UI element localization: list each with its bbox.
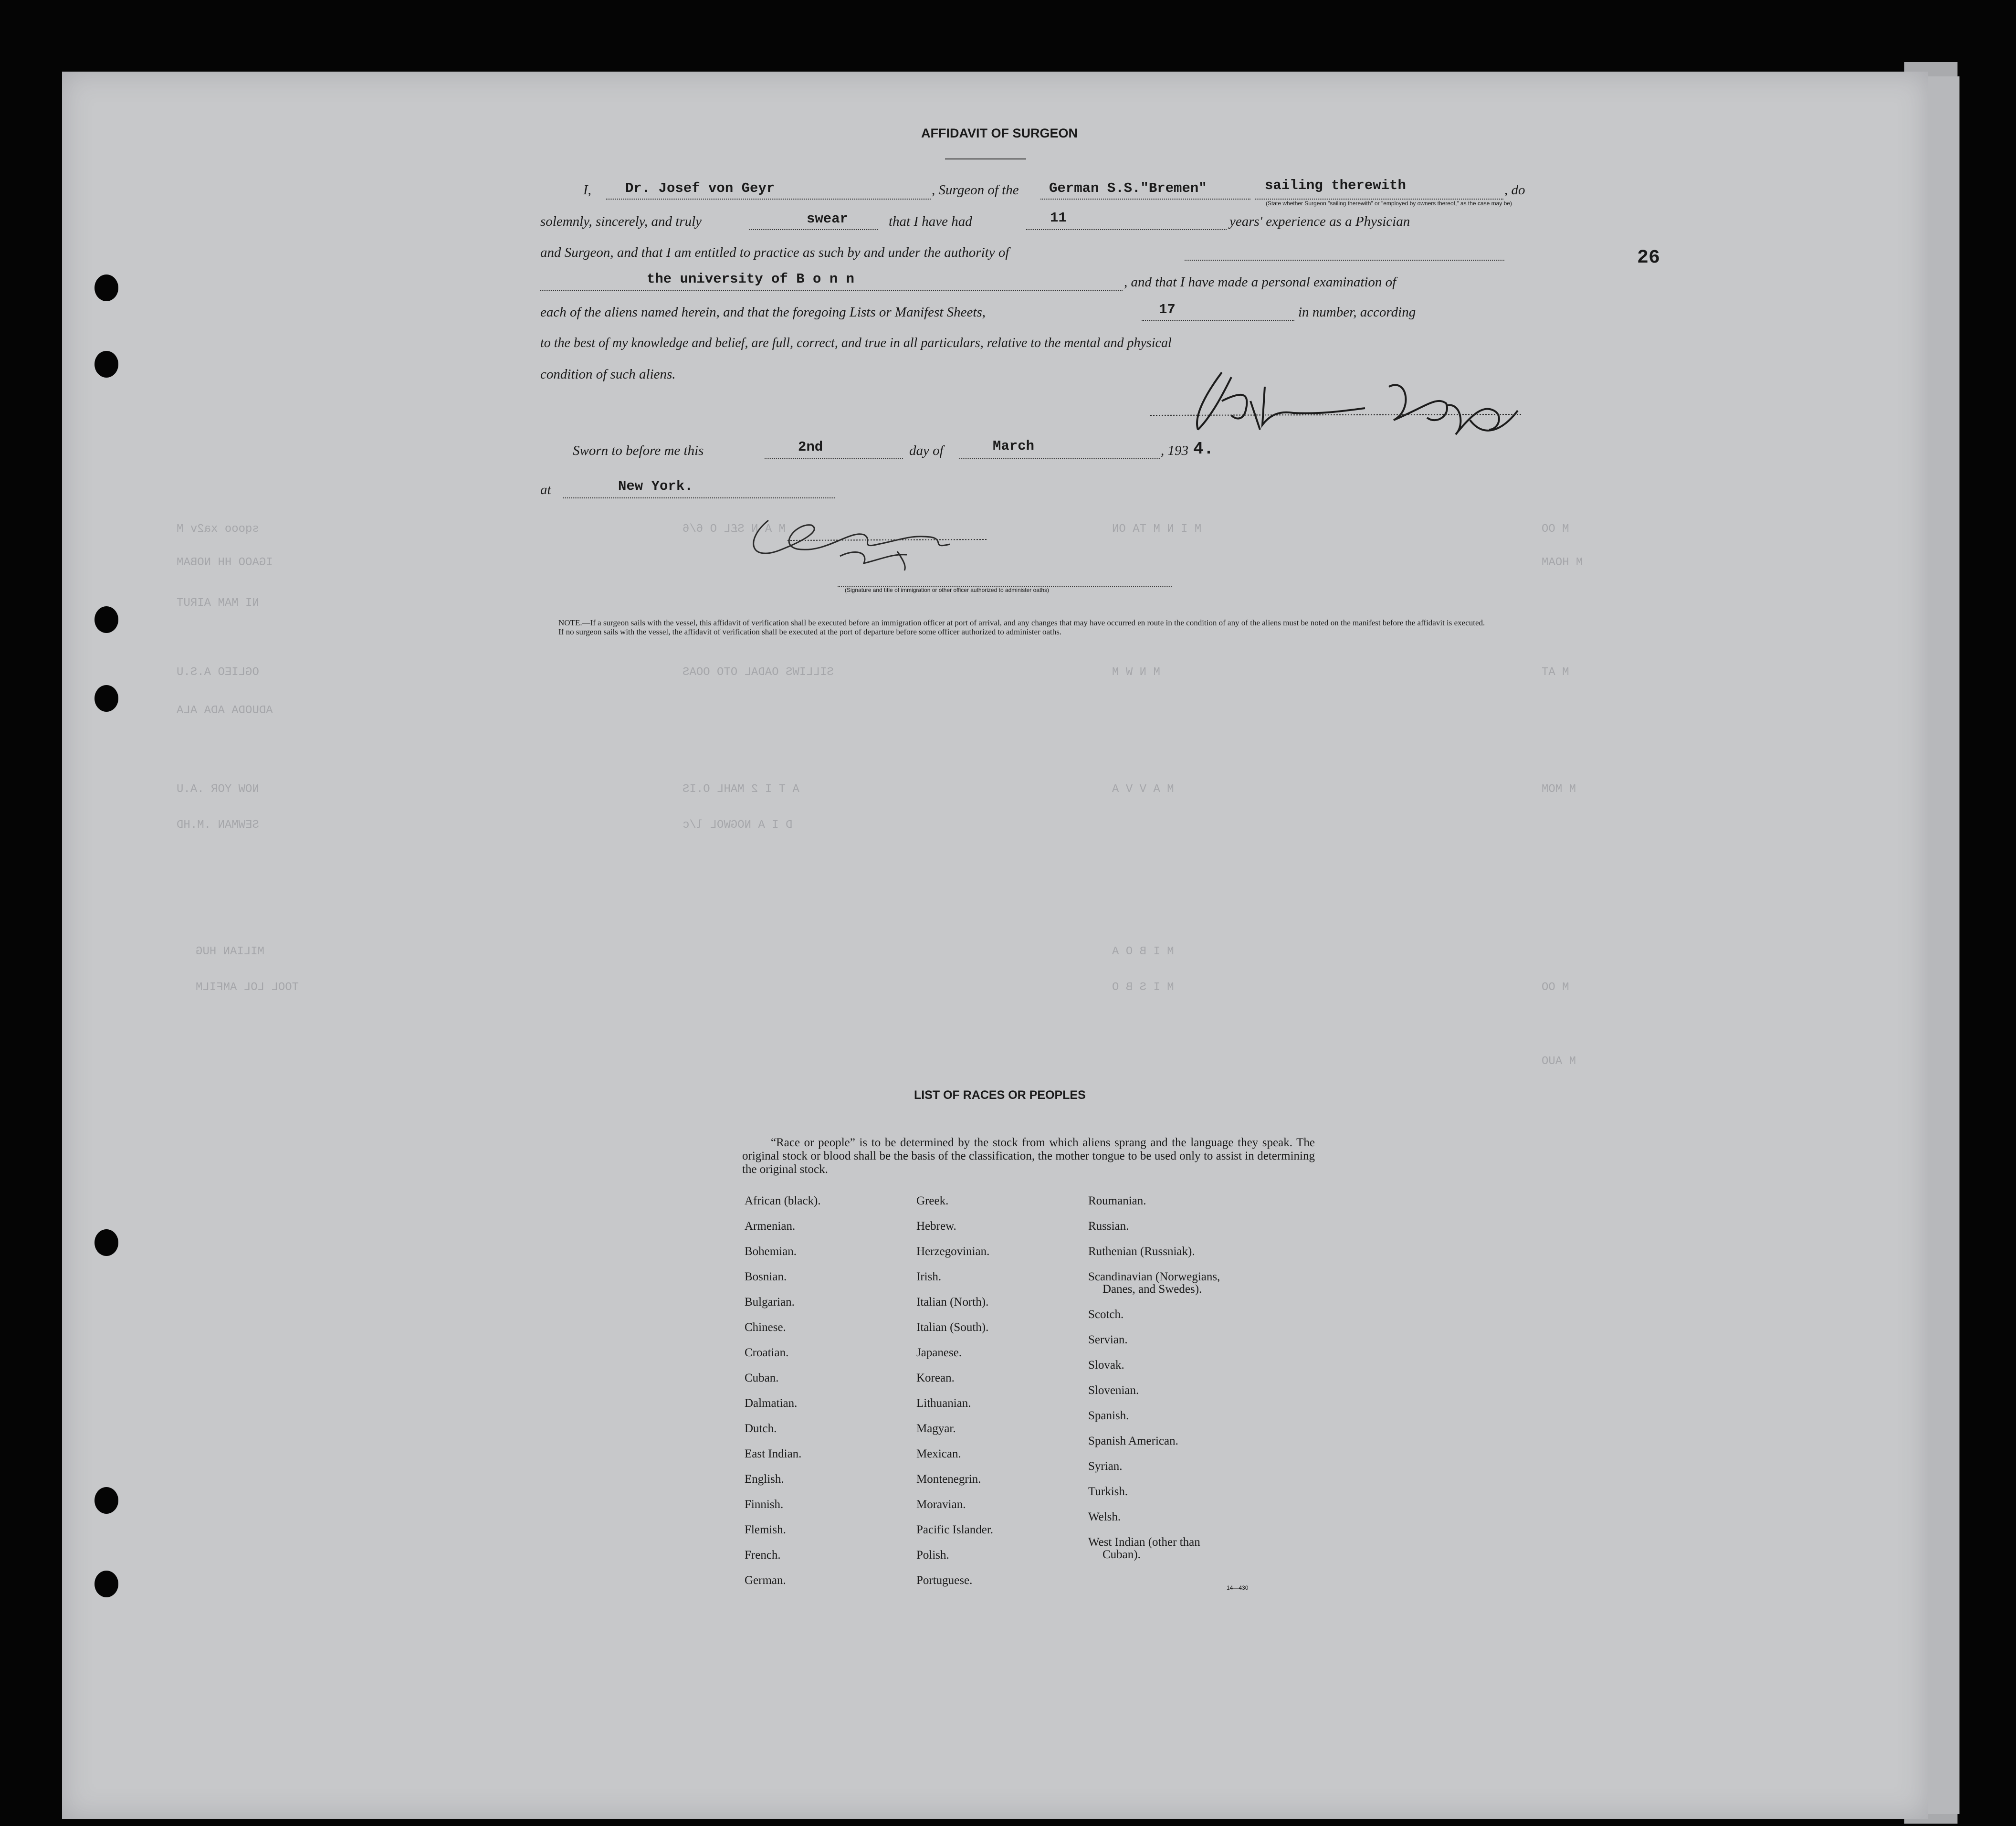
race-item: Magyar. (916, 1422, 956, 1435)
oath-field: swear (807, 211, 849, 227)
note-paragraph-2: If no surgeon sails with the vessel, the affidavit of verification shall be executed at the port of departure before some officer authorized to administer oaths. (558, 627, 1062, 636)
text-examination: , and that I have made a personal examination of (1124, 274, 1396, 290)
race-item: Hebrew. (916, 1220, 956, 1233)
race-item: Spanish. (1088, 1409, 1129, 1422)
surgeon-name-field: Dr. Josef von Geyr (625, 180, 775, 196)
sworn-place-field: New York. (618, 478, 693, 494)
text-solemnly: solemnly, sincerely, and truly (540, 214, 702, 229)
race-item: Polish. (916, 1549, 949, 1562)
race-item: Mexican. (916, 1447, 961, 1460)
race-item: Herzegovinian. (916, 1245, 990, 1258)
authority-line-upper (1185, 260, 1504, 261)
race-item: Slovenian. (1088, 1384, 1139, 1397)
race-item: Scotch. (1088, 1308, 1124, 1321)
vessel-line (1040, 199, 1250, 200)
race-item: Japanese. (916, 1346, 962, 1359)
sworn-month-field: March (993, 438, 1035, 454)
binder-hole (94, 1487, 118, 1514)
text-at: at (540, 482, 551, 497)
race-item: Slovak. (1088, 1359, 1124, 1372)
authority-field: the university of B o n n (647, 271, 855, 287)
officer-signature (740, 511, 1007, 573)
race-item: East Indian. (745, 1447, 802, 1460)
year-suffix-field: 4. (1193, 439, 1214, 459)
sworn-day-field: 2nd (798, 439, 823, 455)
race-item: Flemish. (745, 1523, 786, 1536)
text-each: each of the aliens named herein, and that the foregoing Lists or Manifest Sheets, (540, 305, 986, 320)
years-field: 11 (1050, 210, 1067, 226)
sworn-day-line (765, 458, 903, 459)
race-item: Italian (North). (916, 1296, 989, 1309)
text-condition: condition of such aliens. (540, 367, 676, 382)
race-item: Bulgarian. (745, 1296, 795, 1309)
race-item: Irish. (916, 1270, 942, 1283)
binder-hole (94, 1571, 118, 1597)
surgeon-signature (1141, 358, 1532, 444)
text-best: to the best of my knowledge and belief, are full, correct, and true in all particulars, relative to the mental and physical (540, 336, 1172, 350)
vessel-field: German S.S."Bremen" (1049, 180, 1207, 196)
race-item: Italian (South). (916, 1321, 989, 1334)
oath-line (749, 229, 878, 230)
race-item: Cuban). (1102, 1548, 1141, 1561)
race-item: Moravian. (916, 1498, 966, 1511)
race-item: Turkish. (1088, 1485, 1128, 1498)
sailing-status-hint: (State whether Surgeon "sailing therewith" or "employed by owners thereof," as the case may be) (1266, 200, 1512, 207)
text-surgeon-of: , Surgeon of the (932, 182, 1019, 198)
race-item: Korean. (916, 1372, 955, 1384)
race-item: Armenian. (745, 1220, 796, 1233)
text-day-of: day of (909, 443, 944, 458)
race-item: Syrian. (1088, 1460, 1123, 1473)
race-item: Greek. (916, 1194, 949, 1207)
sailing-status-field: sailing therewith (1265, 178, 1406, 193)
form-number: 14—430 (1227, 1584, 1249, 1591)
race-item: English. (745, 1473, 784, 1486)
race-item: Ruthenian (Russniak). (1088, 1245, 1195, 1258)
race-item: Spanish American. (1088, 1435, 1178, 1447)
race-item: African (black). (745, 1194, 821, 1207)
years-line (1026, 229, 1227, 230)
race-item: Lithuanian. (916, 1397, 971, 1410)
sheet-number: 26 (1637, 247, 1660, 269)
title-rule (945, 158, 1026, 159)
race-item: German. (745, 1574, 786, 1587)
officer-caption: (Signature and title of immigration or other officer authorized to administer oaths) (845, 587, 1049, 593)
text-do: , do (1504, 182, 1525, 198)
note-paragraph-1: NOTE.—If a surgeon sails with the vessel, this affidavit of verification shall be executed before an immigration officer at port of arrival, and any changes that may have occurred en route in the condition of any of the aliens must be noted on the manifest before the affidavit is executed. (558, 618, 1485, 627)
race-item: Dutch. (745, 1422, 777, 1435)
race-item: Welsh. (1088, 1510, 1121, 1523)
authority-line (540, 290, 1123, 291)
race-item: Bohemian. (745, 1245, 797, 1258)
race-item: Danes, and Swedes). (1102, 1283, 1202, 1296)
text-i: I, (583, 182, 591, 198)
race-item: Chinese. (745, 1321, 786, 1334)
race-item: Montenegrin. (916, 1473, 981, 1486)
race-item: Pacific Islander. (916, 1523, 994, 1536)
race-item: Croatian. (745, 1346, 789, 1359)
text-authority: and Surgeon, and that I am entitled to practice as such by and under the authority of (540, 245, 1009, 260)
race-item: Scandinavian (Norwegians, (1088, 1270, 1220, 1283)
race-item: Russian. (1088, 1220, 1129, 1233)
race-item: West Indian (other than (1088, 1536, 1200, 1549)
text-have-had: that I have had (889, 214, 972, 229)
affidavit-title: AFFIDAVIT OF SURGEON (921, 126, 1078, 140)
sworn-place-line (563, 497, 835, 498)
sailing-status-line (1255, 199, 1503, 200)
affidavit-note (539, 618, 1532, 636)
sworn-month-line (959, 458, 1160, 459)
text-in-number: in number, according (1298, 305, 1416, 320)
races-title: LIST OF RACES OR PEOPLES (914, 1088, 1086, 1102)
year-prefix: , 193 (1161, 443, 1188, 458)
race-item: Roumanian. (1088, 1194, 1146, 1207)
race-item: Portuguese. (916, 1574, 973, 1587)
sheets-line (1142, 320, 1294, 321)
binder-hole (94, 1229, 118, 1256)
surgeon-name-line (606, 199, 931, 200)
manifest-page: sqooo xa2v M IGAOO HH NOBAM NI MAM AIRUT OGLIEO A.S.U ADUODA ADA ALA NOW YOR .A.U SEWMAN .M.HD MILIAN HUG TOOL LOL AMFILM M A N S£L O 6/6 SILLIWS OADAL OTO OOAS A T I 2 MAHL O.IS D I A NOGWOL l/c M I N M TA ON M N W M M A V V A M I B O A M I S B O M OO M HOAM M AT M MOM M OO M AUO 26 AFFIDAVIT OF SURGEON I, Dr. Josef von Geyr , Surgeon of the German S.S."Bremen" sailing therewith (State whether Surgeon "sailing therewith" or "employed by owners thereof," as the case may be) , do solemnly, sincerely, and truly swear that I have had 11 years' experience as a Physician and Surgeon, and that I am entitled to practice as such by and under the authority of the university of B o n n , and that I have made a personal examination of each of the aliens named herein, and that the foregoing Lists or Manifest Sheets, 17 in number, according to the best of my knowledge and belief, are full, correct, and true in all particulars, relative to the mental and physical condition of such aliens. Sworn to before me this 2nd day of March , 193 4. at New York. (Signature and title of immigration or other officer authorized to administer oaths) NOTE.—If a surgeon sails with the vessel, this affidavit of verification shall be executed before an immigration officer at port of arrival, and any changes that may have occurred en route in the condition of any of the aliens must be noted on the manifest before the affidavit is executed. If no surgeon sails with the vessel, the affidavit of verification shall be executed at the port of departure before some officer authorized to administer oaths. LIST OF RACES OR PEOPLES “Race or people” is to be determined by the stock from which aliens sprang and the language they speak. The original stock or blood shall be the basis of the classification, the mother tongue to be used only to assist in determining the original stock. African (black). Armenian. Bohemian. Bosnian. Bulgarian. Chinese. Croatian. Cuban. Dalmatian. Dutch. East Indian. English. Finnish. Flemish. French. German. Greek. Hebrew. Herzegovinian. Irish. Italian (North). Italian (South). Japanese. Korean. Lithuanian. Magyar. Mexican. Montenegrin. Moravian. Pacific Islander. Polish. Portuguese. Roumanian. Russian. Ruthenian (Russniak). Scandinavian (Norwegians, Danes, and Swedes). Scotch. Servian. Slovak. Slovenian. Spanish. Spanish American. Syrian. Turkish. Welsh. West Indian (other than Cuban). 14—430 (62, 72, 1928, 1819)
race-item: French. (745, 1549, 781, 1562)
sheets-field: 17 (1159, 302, 1176, 317)
binder-hole (94, 606, 118, 633)
race-item: Cuban. (745, 1372, 779, 1384)
race-item: Bosnian. (745, 1270, 787, 1283)
text-years-exp: years' experience as a Physician (1229, 214, 1410, 229)
race-item: Dalmatian. (745, 1397, 798, 1410)
race-item: Finnish. (745, 1498, 784, 1511)
text-sworn: Sworn to before me this (573, 443, 704, 458)
race-item: Servian. (1088, 1333, 1128, 1346)
binder-hole (94, 274, 118, 301)
binder-hole (94, 351, 118, 378)
binder-hole (94, 685, 118, 712)
races-intro: “Race or people” is to be determined by the stock from which aliens sprang and the language they speak. The original stock or blood shall be the basis of the classification, the mother tongue to be used only to assist in determining the original stock. (742, 1136, 1315, 1176)
